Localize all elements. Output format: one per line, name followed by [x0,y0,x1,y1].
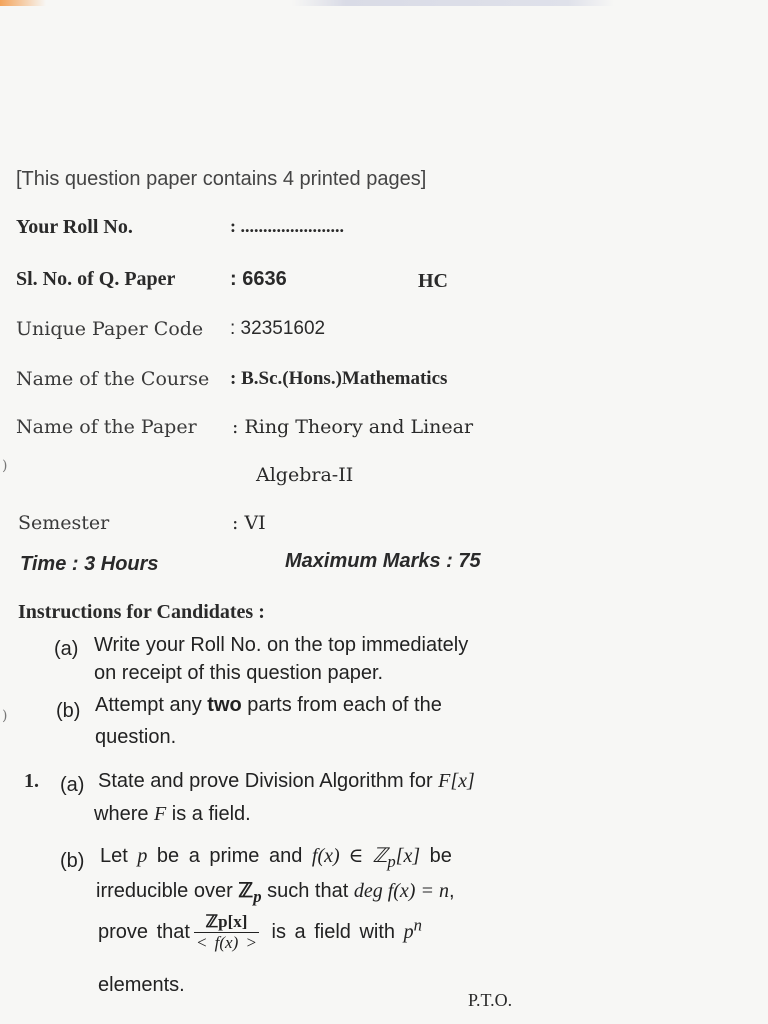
paper-value-line1: : Ring Theory and Linear [232,416,474,438]
question-1a-line2 [94,803,251,826]
instruction-b-line2: question. [95,726,177,748]
question-1b-pn-base: p [403,920,414,943]
question-1a-math-f: F [154,803,167,825]
question-1b-line2 [96,878,455,907]
question-1a-text1: State and prove Division Algorithm for [98,770,439,792]
time-allowed: Time : 3 Hours [20,553,159,575]
scan-top-edge [0,0,768,6]
question-1a-text3: is a field. [166,803,251,825]
question-1b-pn [403,915,422,943]
question-1b-zp-main: ℤ [238,880,254,902]
question-1b-text7: is a field with [263,920,404,943]
question-1b-line1 [100,843,452,872]
instruction-b-pre: Attempt any [95,694,208,716]
maximum-marks: Maximum Marks : 75 [285,550,481,572]
question-1b-expr-tail: [x] [395,845,421,867]
question-1b-p: p [137,845,148,867]
sl-code: HC [418,270,448,292]
roll-value: : ....................... [230,216,344,236]
instructions-heading: Instructions for Candidates : [18,601,265,623]
sl-label: Sl. No. of Q. Paper [16,268,176,290]
header-note: [This question paper contains 4 printed pages] [16,168,427,190]
question-1b-label: (b) [60,850,85,872]
question-1a-math-fx: F[x] [438,770,475,792]
question-1-number: 1. [24,770,39,792]
question-1b-zp-sub: p [253,887,262,906]
question-1b-expr [311,845,421,871]
fraction-numerator: ℤp[x] [194,912,259,933]
question-1b-expr-sub: p [387,852,396,871]
question-1b-text6: prove that [98,920,190,943]
instruction-b-line1 [95,694,442,717]
question-1b-text3: be [420,845,452,867]
question-1b-text5: such that [261,880,354,902]
instruction-a-line1: Write your Roll No. on the top immediately [94,634,469,656]
question-1b-pn-sup: n [413,915,422,935]
upc-value: : 32351602 [230,318,326,339]
question-1a-text2: where [94,803,155,825]
margin-mark-1: ) [2,458,8,474]
instruction-b-bold: two [207,694,242,716]
semester-value: : VI [232,512,266,534]
paper-label: Name of the Paper [16,416,197,438]
question-1a-label: (a) [60,774,85,796]
instruction-a-line2: on receipt of this question paper. [94,662,384,684]
question-1b-zp [238,880,262,906]
question-1b-line4: elements. [98,974,185,996]
upc-label: Unique Paper Code [16,318,204,340]
instruction-b-label: (b) [56,700,81,722]
sl-value: : 6636 [230,268,287,290]
paper-value-line2: Algebra-II [256,464,354,486]
question-1b-expr-main: f(x) ∈ ℤ [311,845,388,867]
course-value: : B.Sc.(Hons.)Mathematics [230,368,448,389]
instruction-b-post: parts from each of the [241,694,442,716]
question-1b-comma: , [448,880,455,902]
question-1b-text2: be a prime and [147,845,312,867]
fraction-denominator: < f(x) > [195,933,257,952]
course-label: Name of the Course [16,368,210,390]
question-1b-text1: Let [100,845,138,867]
quotient-ring-fraction [194,912,259,953]
instruction-a-label: (a) [54,638,79,660]
margin-mark-2: ) [2,708,8,724]
question-1b-text4: irreducible over [96,880,239,902]
page-turn-note: P.T.O. [468,990,513,1010]
question-1a-line1 [98,770,475,793]
question-1b-line3 [98,912,422,953]
semester-label: Semester [18,512,110,534]
question-1b-deg: deg f(x) = n [353,880,449,902]
roll-label: Your Roll No. [16,216,133,238]
